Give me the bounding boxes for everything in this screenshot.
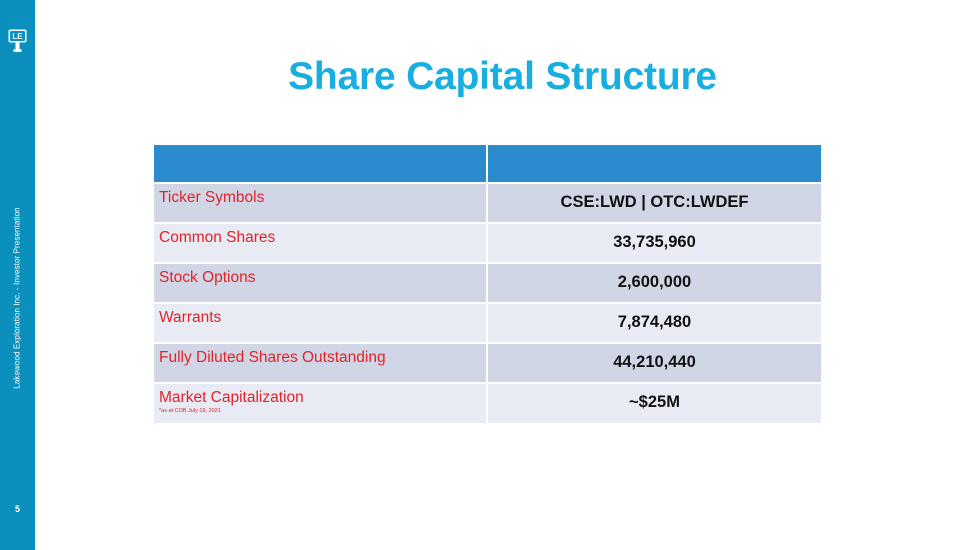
table-row [154,263,821,303]
presentation-caption: Lakewood Exploration Inc. - Investor Presentation [12,207,22,389]
row-label: Warrants [159,309,222,326]
table-row [154,343,821,383]
row-value-cell [487,223,821,263]
slide-title: Share Capital Structure [288,55,717,98]
table-header-row [154,145,821,183]
row-label-cell [154,343,487,383]
share-capital-table [154,145,821,423]
row-label-cell [154,263,487,303]
sidebar [0,0,35,550]
row-value: ~$25M [629,393,680,411]
row-value-cell [487,303,821,343]
row-value-cell [487,383,821,423]
table-row [154,383,821,423]
row-value: 44,210,440 [613,353,696,371]
table-header-cell [154,145,487,183]
row-label: Fully Diluted Shares Outstanding [159,349,386,366]
logo-text: LE [12,32,23,42]
table-header-cell [487,145,821,183]
row-value-cell [487,183,821,223]
row-value: 33,735,960 [613,233,696,251]
row-value-cell [487,343,821,383]
row-label: Market Capitalization [159,389,304,406]
row-value: 7,874,480 [617,313,692,331]
table-row [154,223,821,263]
company-logo-icon [8,29,27,53]
row-value: CSE:LWD | OTC:LWDEF [560,193,749,211]
row-value: 2,600,000 [617,273,692,291]
page-number: 5 [14,504,20,514]
row-label-cell [154,183,487,223]
row-label: Common Shares [159,229,276,246]
row-footnote: *as at COB July 19, 2021 [159,408,221,414]
row-label-cell [154,383,487,423]
row-label-cell [154,303,487,343]
table-row [154,183,821,223]
row-label: Stock Options [159,269,256,286]
row-value-cell [487,263,821,303]
table-row [154,303,821,343]
row-label-cell [154,223,487,263]
row-label: Ticker Symbols [159,189,265,206]
